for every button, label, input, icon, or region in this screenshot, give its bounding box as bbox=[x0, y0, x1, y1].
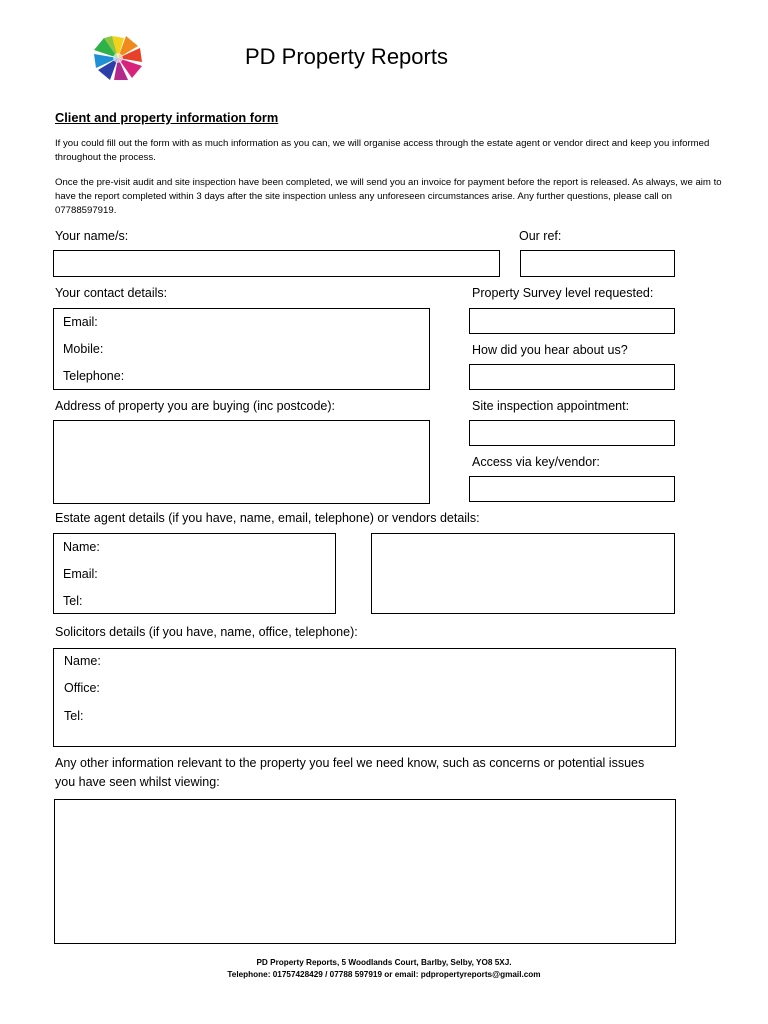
estate-agent-box[interactable] bbox=[53, 533, 336, 614]
solicitors-label: Solicitors details (if you have, name, office, telephone): bbox=[55, 625, 358, 639]
your-names-label: Your name/s: bbox=[55, 229, 129, 243]
our-ref-field[interactable] bbox=[520, 250, 675, 277]
hear-about-label: How did you hear about us? bbox=[472, 343, 628, 357]
estate-agent-label: Estate agent details (if you have, name, email, telephone) or vendors details: bbox=[55, 511, 480, 525]
contact-mobile-label: Mobile: bbox=[63, 342, 104, 356]
survey-level-label: Property Survey level requested: bbox=[472, 286, 654, 300]
hear-about-field[interactable] bbox=[469, 364, 675, 390]
other-info-label-line-2: you have seen whilst viewing: bbox=[55, 775, 220, 789]
other-info-field[interactable] bbox=[54, 799, 676, 944]
contact-details-label: Your contact details: bbox=[55, 286, 168, 300]
solicitor-office-label: Office: bbox=[64, 681, 100, 695]
other-info-label-line-1: Any other information relevant to the property you feel we need know, such as concerns or potential issues bbox=[55, 756, 645, 770]
footer-contact: Telephone: 01757428429 / 07788 597919 or email: pdpropertyreports@gmail.com bbox=[227, 970, 541, 979]
agent-name-label: Name: bbox=[63, 540, 100, 554]
vendor-details-field[interactable] bbox=[371, 533, 675, 614]
agent-email-label: Email: bbox=[63, 567, 98, 581]
intro-paragraph-2: Once the pre-visit audit and site inspection have been completed, we will send you an invoice for payment before the report is released. As always, we aim to have the report completed within 3 days after the site inspection unless any unforeseen circumstances arise. Any further questions, please call on 07788597919. bbox=[55, 177, 722, 216]
intro-paragraph-1: If you could fill out the form with as much information as you can, we will organise access through the estate agent or vendor direct and keep you informed throughout the process. bbox=[55, 138, 710, 163]
site-inspection-label: Site inspection appointment: bbox=[472, 399, 630, 413]
our-ref-label: Our ref: bbox=[519, 229, 562, 243]
survey-level-field[interactable] bbox=[469, 308, 675, 334]
footer-address: PD Property Reports, 5 Woodlands Court, Barlby, Selby, YO8 5XJ. bbox=[256, 958, 512, 967]
property-address-field[interactable] bbox=[53, 420, 430, 504]
access-label: Access via key/vendor: bbox=[472, 455, 600, 469]
your-names-field[interactable] bbox=[53, 250, 500, 277]
site-inspection-field[interactable] bbox=[469, 420, 675, 446]
contact-telephone-label: Telephone: bbox=[63, 369, 125, 383]
solicitor-tel-label: Tel: bbox=[64, 709, 84, 723]
solicitor-name-label: Name: bbox=[64, 654, 101, 668]
contact-details-box[interactable] bbox=[53, 308, 430, 390]
contact-email-label: Email: bbox=[63, 315, 98, 329]
company-name: PD Property Reports bbox=[245, 44, 448, 69]
form-title: Client and property information form bbox=[55, 110, 279, 125]
solicitors-box[interactable] bbox=[53, 648, 676, 747]
pinwheel-logo-icon bbox=[74, 18, 162, 98]
agent-tel-label: Tel: bbox=[63, 594, 83, 608]
property-address-label: Address of property you are buying (inc postcode): bbox=[55, 399, 336, 413]
access-field[interactable] bbox=[469, 476, 675, 502]
